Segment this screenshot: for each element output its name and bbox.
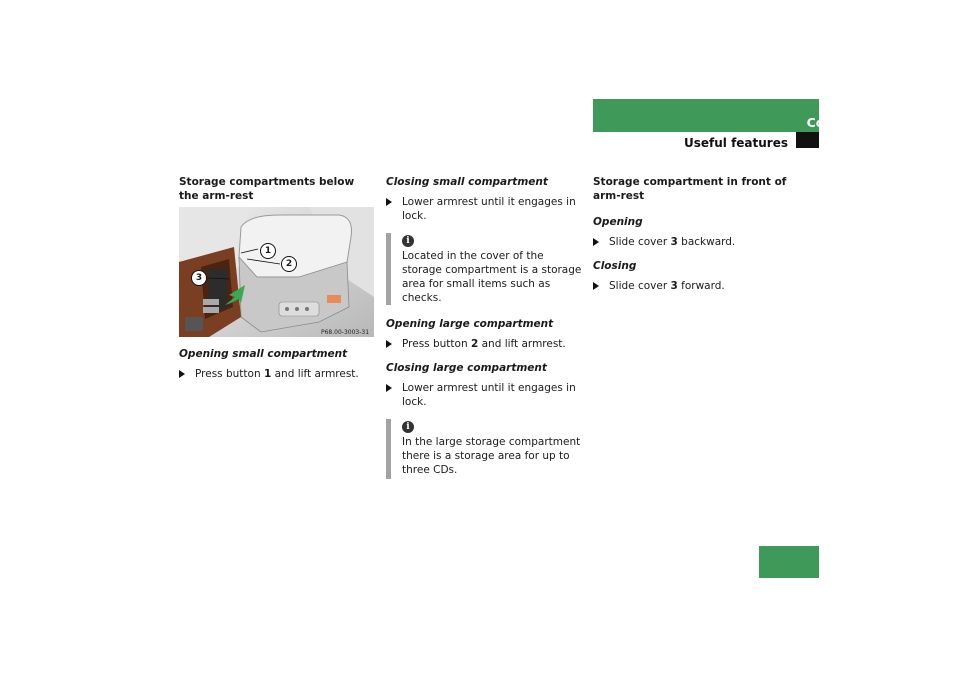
bullet-arrow-icon <box>179 370 185 378</box>
note-small-items <box>386 233 586 305</box>
note-text: Located in the cover of the storage compartment is a storage area for small items such as checks. <box>402 250 582 304</box>
page-number: 177 <box>900 548 928 563</box>
header-band <box>593 99 819 132</box>
callout-1: 1 <box>260 243 276 259</box>
subheading-opening-large: Opening large compartment <box>386 318 554 330</box>
step-text: Slide cover <box>609 236 671 248</box>
step-lower-armrest <box>386 195 586 223</box>
step-text: Slide cover <box>609 280 671 292</box>
armrest-illustration <box>179 207 374 337</box>
subheading-closing-small: Closing small compartment <box>386 176 548 188</box>
armrest-figure <box>179 207 374 337</box>
figure-code: P68.00-3003-31 <box>321 329 370 336</box>
column-3 <box>593 175 793 303</box>
step-text: forward. <box>677 280 725 292</box>
step-text: Lower armrest until it engages in lock. <box>402 196 576 222</box>
step-slide-forward <box>593 279 793 293</box>
step-number: 3 <box>670 236 678 248</box>
heading-storage-front-armrest: Storage compartment in front of arm-rest <box>593 176 787 202</box>
step-number: 2 <box>470 338 479 350</box>
bullet-arrow-icon <box>593 282 599 290</box>
column-2 <box>386 175 586 491</box>
step-slide-backward <box>593 235 793 249</box>
step-press-button-2 <box>386 337 586 351</box>
header-marker <box>796 132 819 148</box>
section-title: Controls in detail <box>806 115 928 130</box>
bullet-arrow-icon <box>386 198 392 206</box>
subheading-closing-large: Closing large compartment <box>386 362 547 374</box>
info-icon: i <box>402 421 414 433</box>
subheading-closing: Closing <box>593 260 637 272</box>
step-press-button-1 <box>179 367 374 381</box>
step-text: and lift armrest. <box>271 368 359 380</box>
callout-3: 3 <box>191 270 207 286</box>
note-cds <box>386 419 586 479</box>
page-number-box <box>759 546 819 578</box>
step-text: Lower armrest until it engages in lock. <box>402 382 576 408</box>
step-number: 3 <box>670 280 678 292</box>
column-1 <box>179 175 374 391</box>
note-text: In the large storage compartment there is a storage area for up to three CDs. <box>402 436 581 476</box>
heading-storage-below-armrest: Storage compartments below the arm-rest <box>179 176 355 202</box>
step-text: and lift armrest. <box>478 338 566 350</box>
bullet-arrow-icon <box>386 384 392 392</box>
step-text: Press button <box>195 368 264 380</box>
note-bar <box>386 233 391 305</box>
note-bar <box>386 419 391 479</box>
subheading-opening-small: Opening small compartment <box>179 348 348 360</box>
callout-2: 2 <box>281 256 297 272</box>
bullet-arrow-icon <box>386 340 392 348</box>
step-number: 1 <box>263 368 272 380</box>
step-lower-armrest-large <box>386 381 586 409</box>
step-text: Press button <box>402 338 471 350</box>
subheading-opening: Opening <box>593 216 643 228</box>
subsection-title: Useful features <box>683 136 788 150</box>
bullet-arrow-icon <box>593 238 599 246</box>
info-icon: i <box>402 235 414 247</box>
step-text: backward. <box>677 236 736 248</box>
